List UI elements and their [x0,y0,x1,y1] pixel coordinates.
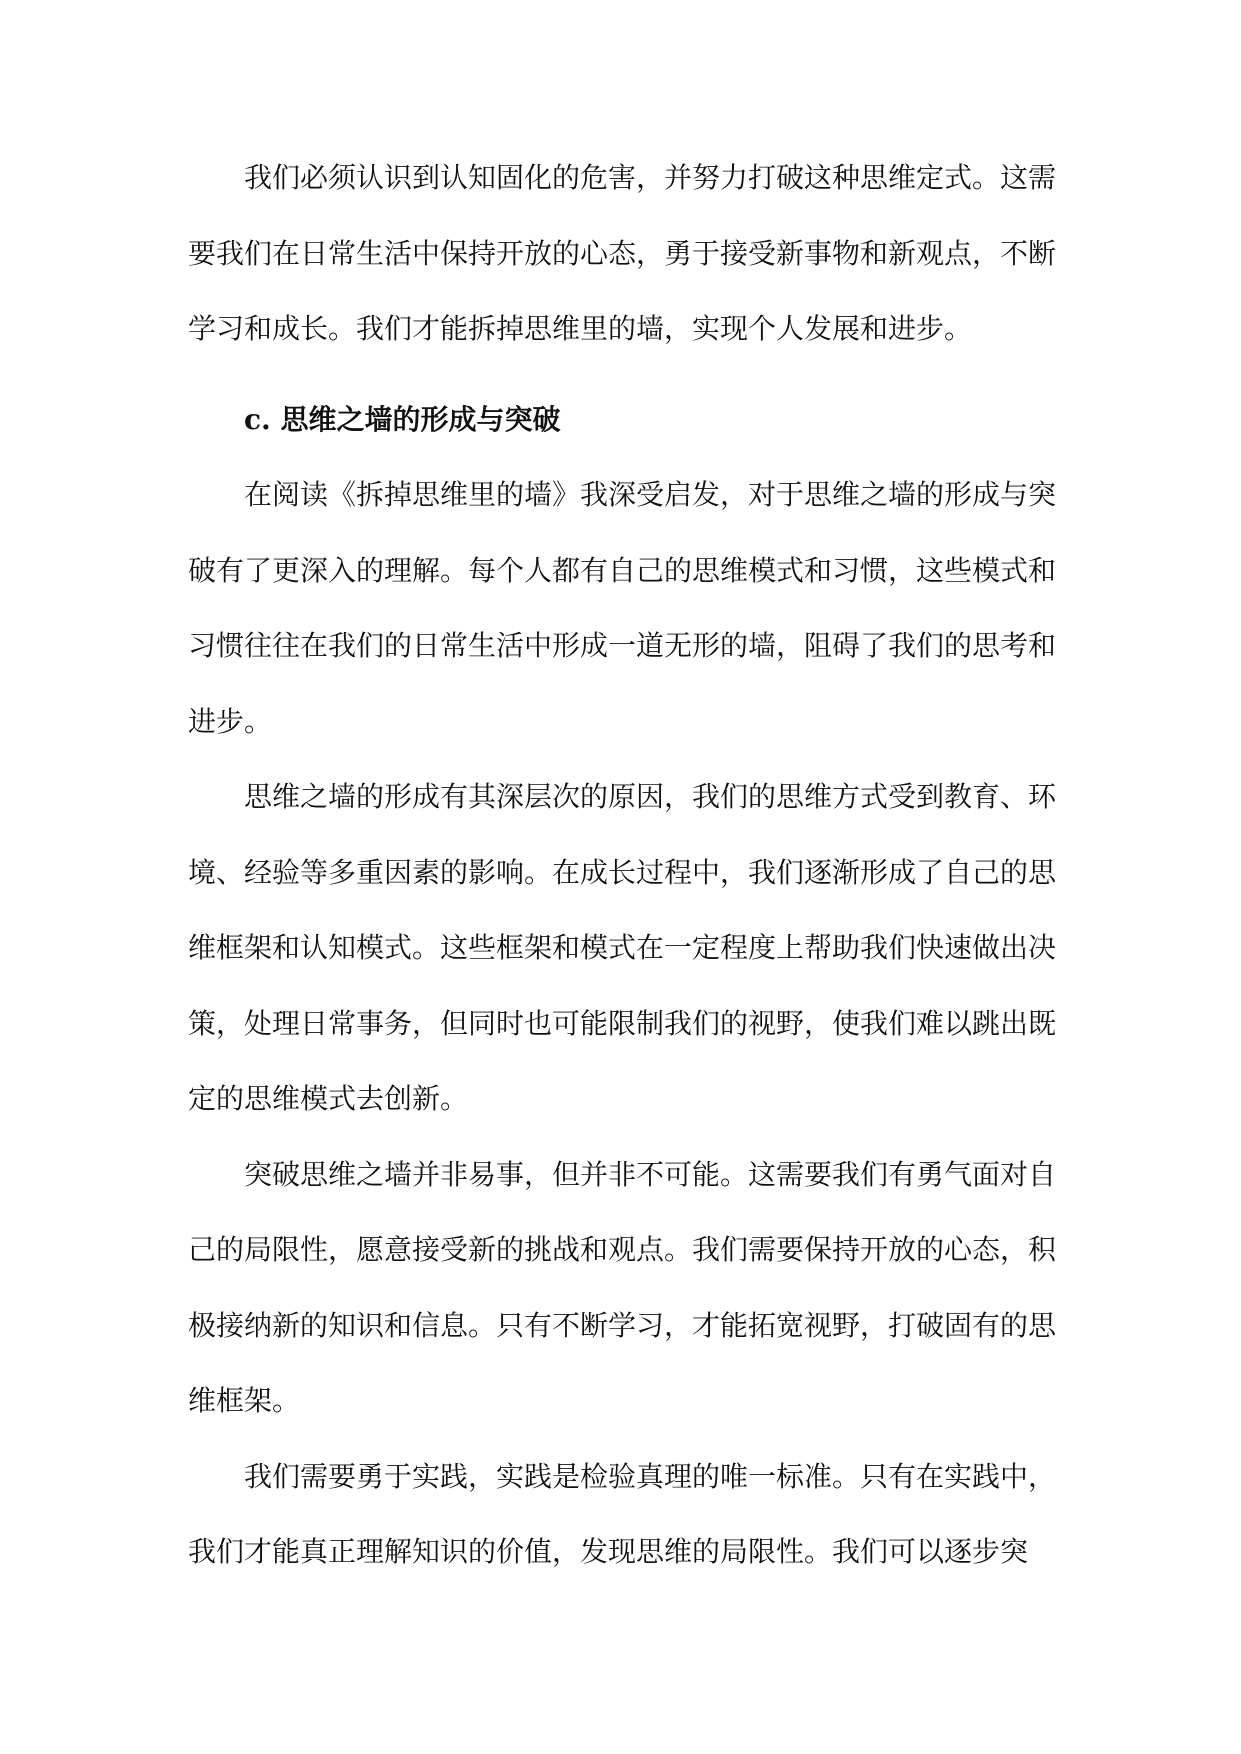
section-heading: c. 思维之墙的形成与突破 [244,402,561,436]
paragraph: 突破思维之墙并非易事，但并非不可能。这需要我们有勇气面对自己的局限性，愿意接受新的挑战和观点。我们需要保持开放的心态，积极接纳新的知识和信息。只有不断学习，才能拓宽视野，打破固有的思维框架。 [188,1157,1057,1417]
paragraph: 思维之墙的形成有其深层次的原因，我们的思维方式受到教育、环境、经验等多重因素的影响。在成长过程中，我们逐渐形成了自己的思维框架和认知模式。这些框架和模式在一定程度上帮助我们快速做出决策，处理日常事务，但同时也可能限制我们的视野，使我们难以跳出既定的思维模式去创新。 [188,780,1057,1115]
paragraph: 在阅读《拆掉思维里的墙》我深受启发，对于思维之墙的形成与突破有了更深入的理解。每个人都有自己的思维模式和习惯，这些模式和习惯往往在我们的日常生活中形成一道无形的墙，阻碍了我们的思考和进步。 [188,478,1057,738]
paragraph: 我们必须认识到认知固化的危害，并努力打破这种思维定式。这需要我们在日常生活中保持开放的心态，勇于接受新事物和新观点，不断学习和成长。我们才能拆掉思维里的墙，实现个人发展和进步。 [188,161,1057,345]
paragraph: 我们需要勇于实践，实践是检验真理的唯一标准。只有在实践中，我们才能真正理解知识的价值，发现思维的局限性。我们可以逐步突 [188,1459,1057,1568]
document-body [188,140,1056,1590]
